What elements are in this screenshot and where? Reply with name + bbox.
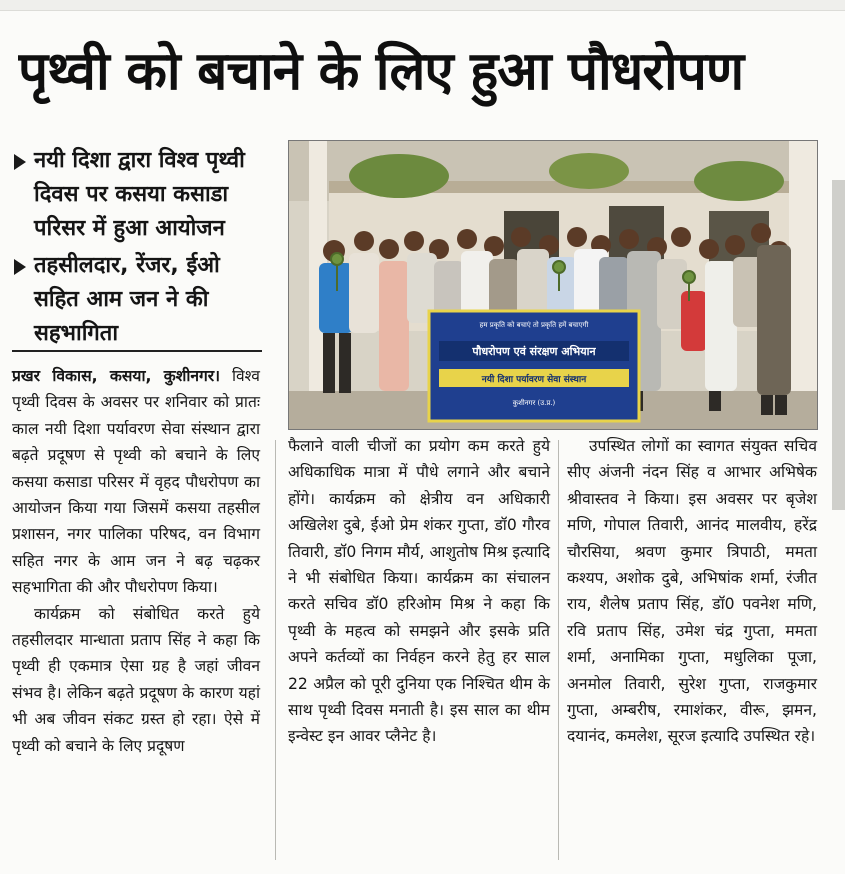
column-divider (558, 440, 559, 860)
article-paragraph: विश्व पृथ्वी दिवस के अवसर पर शनिवार को प्रातः काल नयी दिशा पर्यावरण सेवा संस्थान द्वारा बढ़ते प्रदूषण से पृथ्वी को बचाने के लिए कसया कसाडा परिसर में वृहद पौधरोपण का आयोजन किया गया जिसमें कसया तहसील प्रशासन, नगर पालिका परिषद, वन विभाग सहित नगर के आम जन ने बढ़ चढ़कर सहभागिता की और पौधरोपण किया। (12, 367, 260, 597)
article-paragraph: फैलाने वाली चीजों का प्रयोग कम करते हुये अधिकाधिक मात्रा में पौधे लगाने और बचाने होंगे। कार्यक्रम को क्षेत्रीय वन अधिकारी अखिलेश दुबे, ईओ प्रेम शंकर गुप्ता, डॉ0 गौरव तिवारी, डॉ0 निगम मौर्य, आशुतोष मिश्र इत्यादि ने भी संबोधित किया। कार्यक्रम का संचालन करते सचिव डॉ0 हरिओम मिश्र ने कहा कि पृथ्वी के महत्व को समझने और इसके प्रति अपने कर्तव्यों का निर्वहन करने हेतु हर साल 22 अप्रैल को पूरी दुनिया एक निश्चित थीम के साथ पृथ्वी दिवस मनाती है। इस साल का थीम इन्वेस्ट इन आवर प्लैनेट है। (288, 437, 550, 746)
article-column-3 (567, 433, 817, 750)
subhead-bullet-text: नयी दिशा द्वारा विश्व पृथ्वी दिवस पर कसया कसाडा परिसर में हुआ आयोजन (34, 148, 245, 241)
event-photo-illustration (289, 141, 817, 429)
article-column-1 (12, 363, 260, 759)
event-photo (288, 140, 818, 430)
previous-article-strip (0, 0, 845, 11)
banner-top-text: हम प्रकृति को बचाएं तो प्रकृति हमें बचाएगी (479, 321, 589, 329)
triangle-bullet-icon (14, 259, 26, 275)
section-rule (12, 350, 262, 352)
column-divider (275, 440, 276, 860)
adjacent-article-edge (832, 180, 845, 510)
subhead-bullet-text: तहसीलदार, रेंजर, ईओ सहित आम जन ने की सहभागिता (34, 253, 220, 346)
headline: पृथ्वी को बचाने के लिए हुआ पौधरोपण (18, 41, 744, 102)
subhead-bullet (14, 144, 264, 246)
article-column-2 (288, 433, 550, 750)
triangle-bullet-icon (14, 154, 26, 170)
banner-org: नयी दिशा पर्यावरण सेवा संस्थान (481, 375, 587, 385)
subhead-bullets (14, 144, 264, 354)
banner-place: कुशीनगर (उ.प्र.) (512, 399, 556, 407)
banner-title: पौधरोपण एवं संरक्षण अभियान (472, 345, 596, 358)
article-paragraph: कार्यक्रम को संबोधित करते हुये तहसीलदार मान्धाता प्रताप सिंह ने कहा कि पृथ्वी ही एकमात्र ऐसा ग्रह है जहां जीवन संभव है। लेकिन बढ़ते प्रदूषण के कारण यहां भी अब जीवन संकट ग्रस्त हो रहा। ऐसे में पृथ्वी को बचाने के लिए प्रदूषण (12, 604, 260, 755)
subhead-bullet (14, 249, 264, 351)
dateline: प्रखर विकास, कसया, कुशीनगर। (12, 367, 221, 385)
article-paragraph: उपस्थित लोगों का स्वागत संयुक्त सचिव सीए अंजनी नंदन सिंह व आभार अभिषेक श्रीवास्तव ने किया। इस अवसर पर बृजेश मणि, गोपाल तिवारी, आनंद मालवीय, हरेंद्र चौरसिया, श्रवण कुमार त्रिपाठी, ममता कश्यप, अशोक दुबे, अभिषांक शर्मा, रंजीत राय, शैलेष प्रताप सिंह, डॉ0 पवनेश मणि, रवि प्रताप सिंह, उमेश चंद्र गुप्ता, ममता शर्मा, अनामिका गुप्ता, मधुलिका पूजा, अनमोल तिवारी, सुरेश गुप्ता, राजकुमार गुप्ता, अम्बरीष, रमाशंकर, वीरू, झमन, दयानंद, कमलेश, सूरज इत्यादि उपस्थित रहे। (567, 437, 817, 746)
